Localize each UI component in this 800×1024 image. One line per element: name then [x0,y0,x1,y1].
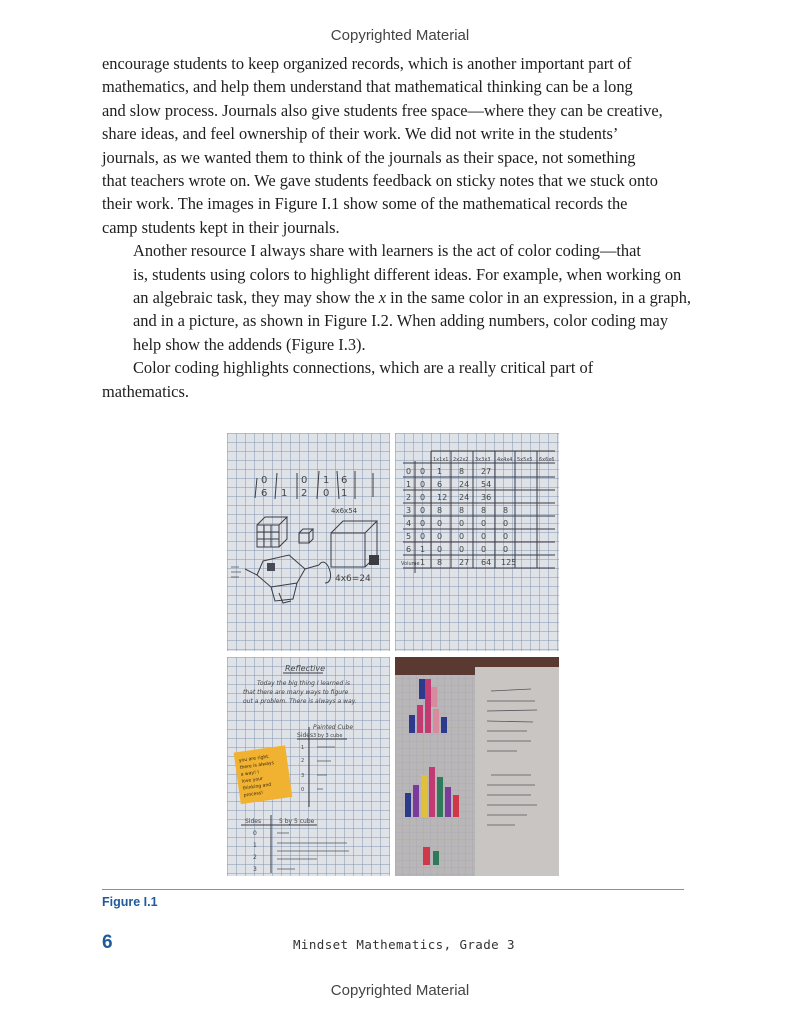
table-cell: 6 [406,545,412,554]
table-cell: 5 [406,532,412,541]
sketch-label: 4x6=24 [335,574,371,584]
table-cell: 0 [503,545,509,554]
paragraph-1 [102,52,684,239]
color-bar [405,793,411,817]
text-line: mathematics. [102,381,189,401]
table-label: Sides [245,818,262,825]
table-cell: 0 [420,506,426,515]
sticky-note-line: thinking and [242,782,272,792]
sketch-label: 2 [301,488,308,499]
table-header: 4x4x4 [497,457,513,463]
table-cell: 2 [406,493,412,502]
table-cell: 1 [301,745,305,751]
table-cell: 0 [420,519,426,528]
table-cell: 1 [406,480,412,489]
figure-photo-collage [227,433,559,876]
variable-x: x [378,288,387,308]
sticky-note-line: there is always [239,761,275,771]
table-cell: 0 [503,532,509,541]
sketch-label: 0 [301,475,308,486]
text-line: encourage students to keep organized records, which is another important part of [102,54,632,73]
table-cell: 0 [437,532,443,541]
text-segment: in the same color in an expression, in a graph, [386,288,692,308]
text-line: that teachers wrote on. We gave students feedback on sticky notes that we stuck onto [102,171,658,191]
text-line: and slow process. Journals also give students free space—where they can be creative, [102,100,663,120]
text-line: help show the addends (Figure I.3). [133,334,366,354]
text-line: is, students using colors to highlight different ideas. For example, when working on [133,264,682,284]
sketch-label: 1 [341,488,348,499]
table-cell: 1 [253,842,257,849]
color-bar [441,717,447,733]
table-cell: 0 [420,467,426,476]
text-line: and in a picture, as shown in Figure I.2. When adding numbers, color coding may [133,311,669,331]
text-line: their work. The images in Figure I.1 show some of the mathematical records the [102,194,628,214]
table-cell: 0 [406,467,412,476]
table-title: Painted Cube [313,724,354,731]
table-cell: 0 [420,532,426,541]
text-segment: an algebraic task, they may show the [133,288,379,308]
table-cell: 0 [481,519,487,528]
text-line: journals, as we wanted them to think of the journals as their space, not something [102,147,636,167]
color-bar [433,709,439,733]
sketch-label: 1 [281,488,288,499]
table-cell: 54 [481,480,492,489]
color-bar [413,785,419,817]
body-text [102,52,692,403]
table-header: 3x3x3 [475,457,491,463]
sticky-note-line: a way! I [240,770,260,778]
table-cell: 1 [437,467,443,476]
figure-rule [102,889,684,890]
color-bar [409,715,415,733]
color-bar [419,679,425,699]
running-title: Mindset Mathematics, Grade 3 [293,937,515,952]
table-body [401,467,516,567]
color-bar [423,847,430,865]
table-cell: 0 [420,493,426,502]
table-cell: 1 [420,558,426,567]
table-cell: 8 [459,467,465,476]
table-cell: Volume [401,561,420,567]
color-bar [445,787,451,817]
color-bars-drawing [395,657,559,876]
table-cell: 0 [437,519,443,528]
table-cell: 24 [459,493,470,502]
text-line: Color coding highlights connections, which are a really critical part of [133,358,594,378]
text-line: mathematics, and help them understand that mathematical thinking can be a long [102,77,633,97]
reflection-line: that there are many ways to figure [243,689,349,696]
copyright-header: Copyrighted Material [330,27,470,44]
color-bar [433,851,439,865]
figure-caption: Figure I.1 [102,895,158,909]
reflection-heading: Reflective [285,664,325,673]
sketch-label: 4x6x54 [331,507,358,515]
table-cell: 0 [459,519,465,528]
table-cell: 0 [420,480,426,489]
text-line: share ideas, and feel ownership of their work. We did not write in the students’ [102,124,619,144]
sketch-label: 0 [323,488,330,499]
table-header: 2x2x2 [453,457,469,463]
sketch-label: 6 [341,475,348,486]
table-header: 5x5x5 [517,457,533,463]
text-line: camp students kept in their journals. [102,217,340,237]
table-cell: 2 [301,758,305,764]
table-cell: 0 [481,532,487,541]
table-cell: 125 [501,558,517,567]
page-number: 6 [102,932,113,953]
reflection-line: out a problem. There is always a way. [243,698,357,705]
table-header: 1x1x1 [433,457,449,463]
table-cell: 3 [406,506,412,515]
journal-photo-reflection [227,657,390,876]
reflection-drawing [227,657,390,876]
paragraph-2 [102,239,692,356]
table-cell: 0 [503,519,509,528]
table-cell: 4 [406,519,412,528]
sketch-label: 1 [323,475,330,486]
table-cell: 36 [481,493,492,502]
table-cell: 8 [481,506,487,515]
table-cell: 64 [481,558,492,567]
journal-photo-cube-sketches [227,433,390,651]
color-bar [421,775,427,817]
table-cell: 8 [437,506,443,515]
table-subtitle: 3 by 3 cube [313,733,343,739]
color-bar [425,697,431,733]
color-bar [431,687,437,707]
table-cell: 0 [253,830,257,837]
table-label: Sides [297,732,314,739]
journal-photo-cube-table [395,433,559,651]
table-cell: 0 [301,787,305,793]
copyright-footer: Copyrighted Material [330,982,470,999]
table-cell: 3 [301,773,305,779]
table-cell: 12 [437,493,448,502]
journal-photo-color-bars [395,657,559,876]
table-header: 6x6x6 [539,457,555,463]
sticky-note-line: you are right. [238,754,270,764]
sketch-label: 0 [261,475,268,486]
reflection-line: Today the big thing I learned is [257,680,351,687]
table-cell: 0 [459,545,465,554]
sticky-note-line: love your [241,776,264,785]
table-cell: 27 [481,467,492,476]
sketch-label: 6 [261,488,268,499]
color-bar [453,795,459,817]
table-cell: 8 [459,506,465,515]
table-cell: 1 [420,545,426,554]
sticky-note [234,745,293,804]
table-cell: 0 [459,532,465,541]
text-line: Another resource I always share with learners is the act of color coding—that [133,241,641,261]
color-bar [437,777,443,817]
color-bar [429,767,435,817]
cube-table-drawing [395,433,559,651]
cube-sketch-drawing [227,433,390,651]
table-cell: 3 [253,866,257,873]
table-title: 5 by 5 cube [279,818,315,825]
paragraph-3 [102,356,684,403]
table-cell: 8 [503,506,509,515]
color-bar [417,705,423,733]
table-cell: 0 [437,545,443,554]
table-cell: 0 [481,545,487,554]
table-cell: 24 [459,480,470,489]
table-cell: 6 [437,480,443,489]
sticky-note-line: process! [243,790,264,799]
table-cell: 27 [459,558,470,567]
text-line-with-variable [102,286,692,309]
table-cell: 8 [437,558,443,567]
table-cell: 2 [253,854,257,861]
